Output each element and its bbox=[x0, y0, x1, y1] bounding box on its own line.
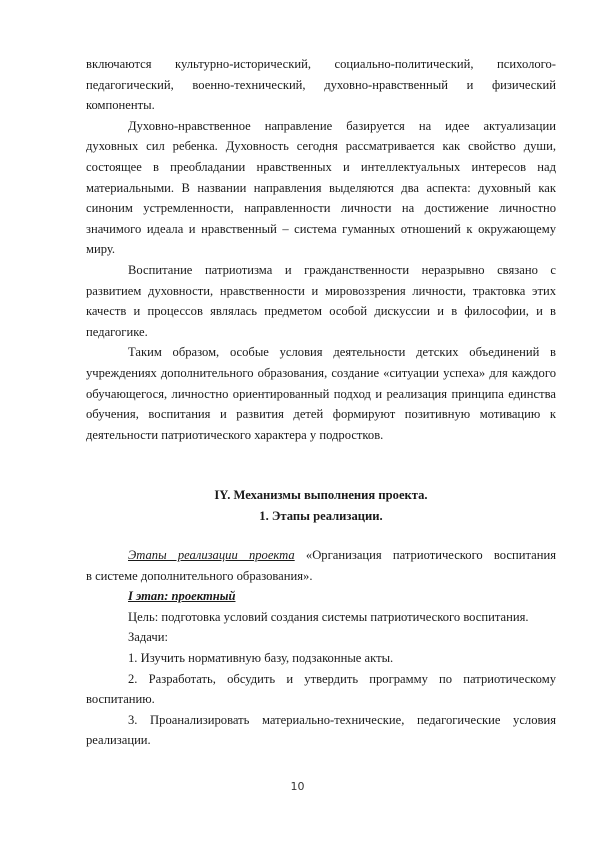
paragraph-continuation: включаются культурно-исторический, социально-политический, психолого-педагогический, военно-технический, духовно-нравственный и физический компоненты. bbox=[86, 57, 556, 113]
paragraph-patriotism: Воспитание патриотизма и гражданственности неразрывно связано с развитием духовности, нравственности и мировоззрения личности, трактовка этих качеств и процессов являлась предметом особой дискуссии и в философии, и в педагогике. bbox=[86, 262, 556, 339]
section-subtitle: 1. Этапы реализации. bbox=[259, 509, 383, 523]
paragraph-spiritual: Духовно-нравственное направление базируется на идее актуализации духовных сил ребенка. Духовность сегодня рассматривается как свойство души, состоящее в преобладании нравственных и интеллектуальных интересов над материальными. В названии направления выделяются два аспекта: духовный как синоним устремленности, направленности личности на достижение личностно значимого идеала и нравственный – система гуманных отношений к окружающему миру. bbox=[86, 118, 556, 257]
body-text-stages bbox=[86, 545, 556, 751]
stages-intro bbox=[86, 545, 556, 566]
task-item: 2. Разработать, обсудить и утвердить программу по патриотическому воспитанию. bbox=[86, 671, 556, 707]
section-title: IY. Механизмы выполнения проекта. bbox=[214, 488, 428, 502]
stage1-label: I этап: проектный bbox=[128, 589, 236, 604]
tasks-label: Задачи: bbox=[128, 630, 168, 645]
stage1-goal: Цель: подготовка условий создания системы патриотического воспитания. bbox=[128, 609, 529, 624]
task-item: 3. Проанализировать материально-технические, педагогические условия реализации. bbox=[86, 712, 556, 748]
stages-intro-line2: в системе дополнительного образования». bbox=[86, 568, 313, 583]
body-text-top bbox=[86, 54, 556, 445]
stages-intro-label: Этапы реализации проекта bbox=[128, 548, 295, 562]
stage1-label-line bbox=[86, 586, 556, 607]
page-number: 10 bbox=[290, 780, 305, 793]
task-item: 1. Изучить нормативную базу, подзаконные акты. bbox=[128, 650, 394, 665]
stages-intro-rest: «Организация патриотического воспитания bbox=[294, 548, 556, 562]
paragraph-conclusion: Таким образом, особые условия деятельности детских объединений в учреждениях дополнительного образования, создание «ситуации успеха» для каждого обучающегося, личностно ориентированный подход и реализация принципа единства обучения, воспитания и развития детей формируют позитивную мотивацию к деятельности патриотического характера у подростков. bbox=[86, 345, 556, 442]
